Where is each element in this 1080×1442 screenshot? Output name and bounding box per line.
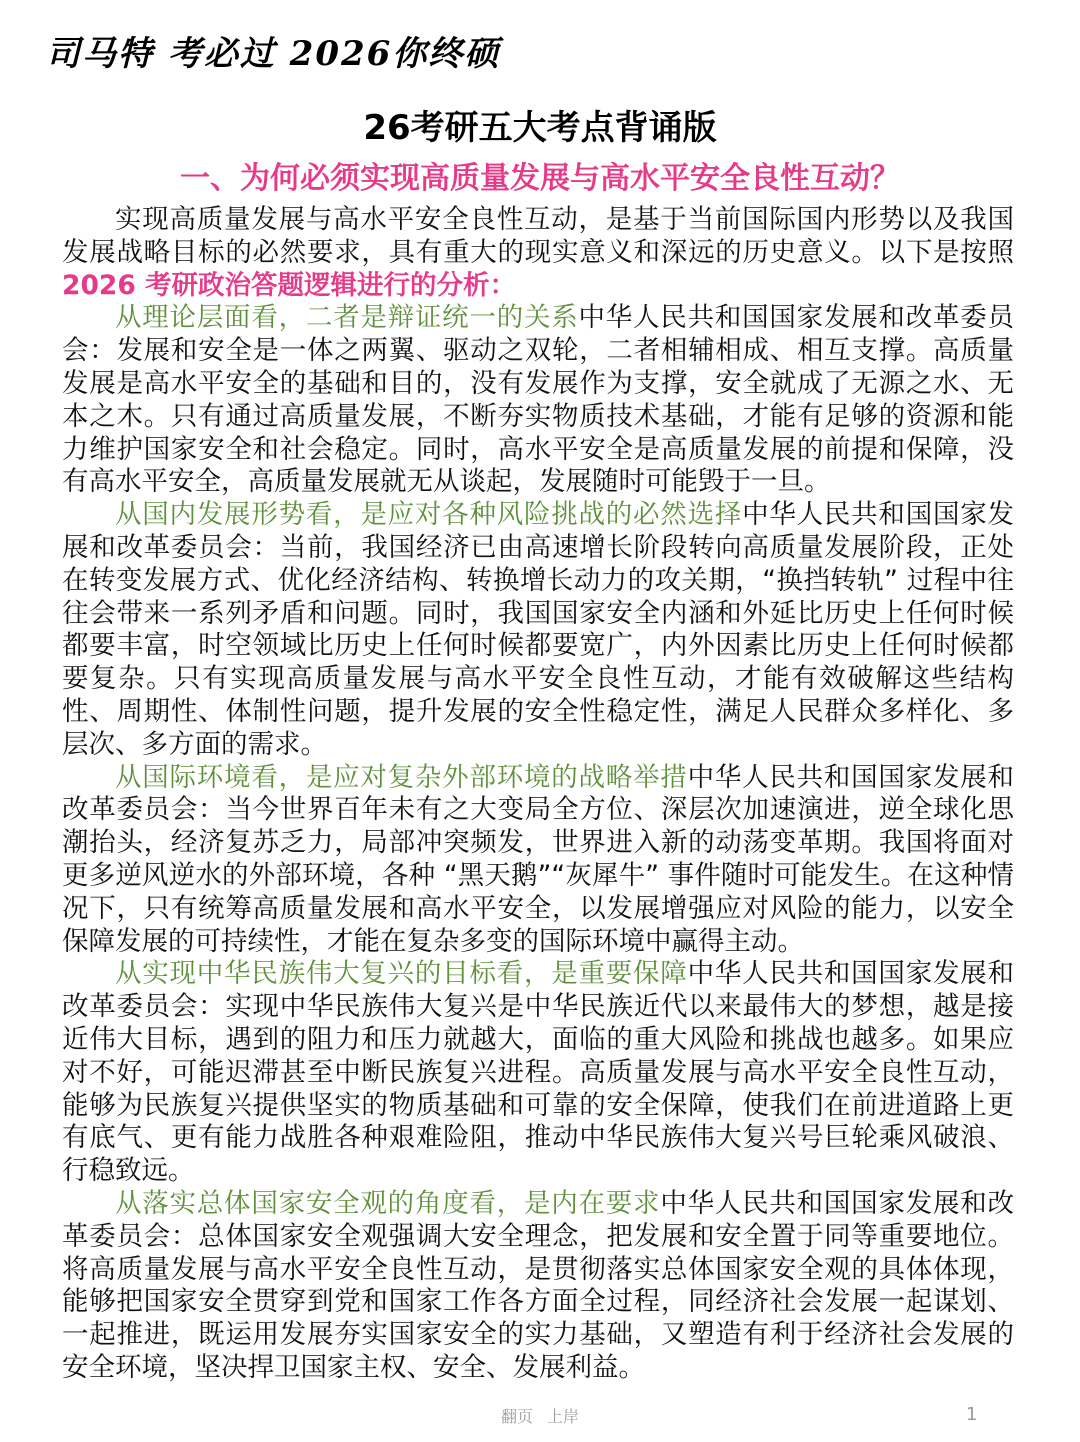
paragraph-heading: 从国际环境看，是应对复杂外部环境的战略举措: [115, 761, 688, 793]
paragraph-domestic: [62, 499, 1014, 761]
intro-text: 实现高质量发展与高水平安全良性互动，是基于当前国际国内形势以及我国发展战略目标的必然要求，具有重大的现实意义和深远的历史意义。以下是按照: [62, 204, 1014, 268]
paragraph-heading: 从落实总体国家安全观的角度看，是内在要求: [115, 1187, 661, 1219]
paragraph-heading: 从理论层面看，二者是辩证统一的关系: [115, 302, 579, 334]
paragraph-text: 中华人民共和国国家发展和改革委员会：实现中华民族伟大复兴是中华民族近代以来最伟大的梦想，越是接近伟大目标，遇到的阻力和压力就越大，面临的重大风险和挑战也越多。如果应对不好，可能迟滞甚至中断民族复兴进程。高质量发展与高水平安全良性互动，能够为民族复兴提供坚实的物质基础和可靠的安全保障，使我们在前进道路上更有底气、更有能力战胜各种艰难险阻，推动中华民族伟大复兴号巨轮乘风破浪、行稳致远。: [62, 958, 1014, 1187]
page-number: 1: [966, 1404, 978, 1425]
paragraph-heading: 从国内发展形势看，是应对各种风险挑战的必然选择: [115, 499, 743, 531]
paragraph-text: 中华人民共和国国家发展和改革委员会：总体国家安全观强调大安全理念，把发展和安全置于同等重要地位。将高质量发展与高水平安全良性互动，是贯彻落实总体国家安全观的具体体现，能够把国家安全贯穿到党和国家工作各方面全过程，同经济社会发展一起谋划、一起推进，既运用发展夯实国家安全的实力基础，又塑造有利于经济社会发展的安全环境，坚决捍卫国家主权、安全、发展利益。: [62, 1187, 1014, 1383]
footer-left-text: 翻页: [500, 1407, 533, 1426]
footer-watermark: [0, 1404, 1080, 1427]
paragraph-security-view: [62, 1188, 1014, 1385]
paragraph-text: 中华人民共和国国家发展和改革委员会：当前，我国经济已由高速增长阶段转向高质量发展阶段，正处在转变发展方式、优化经济结构、转换增长动力的攻关期，“换挡转轨” 过程中往往会带来一系列矛盾和问题。同时，我国国家安全内涵和外延比历史上任何时候都要丰富，时空领域比历史上任何时候都要宽广，内外因素比历史上任何时候都要复杂。只有实现高质量发展与高水平安全良性互动，才能有效破解这些结构性、周期性、体制性问题，提升发展的安全性稳定性，满足人民群众多样化、多层次、多方面的需求。: [62, 499, 1014, 760]
article-body: [62, 204, 1014, 1385]
paragraph-rejuvenation: [62, 958, 1014, 1188]
footer-right-text: 上岸: [547, 1407, 580, 1426]
paragraph-text: 中华人民共和国国家发展和改革委员会：发展和安全是一体之两翼、驱动之双轮，二者相辅相成、相互支撑。高质量发展是高水平安全的基础和目的，没有发展作为支撑，安全就成了无源之水、无本之木。只有通过高质量发展，不断夯实物质技术基础，才能有足够的资源和能力维护国家安全和社会稳定。同时，高水平安全是高质量发展的前提和保障，没有高水平安全，高质量发展就无从谈起，发展随时可能毁于一旦。: [62, 302, 1014, 498]
page-title: 26考研五大考点背诵版: [363, 108, 717, 148]
paragraph-heading: 从实现中华民族伟大复兴的目标看，是重要保障: [115, 958, 688, 990]
paragraph-theory: [62, 302, 1014, 499]
intro-paragraph: [62, 204, 1014, 302]
paragraph-text: 中华人民共和国国家发展和改革委员会：当今世界百年未有之大变局全方位、深层次加速演进，逆全球化思潮抬头，经济复苏乏力，局部冲突频发，世界进入新的动荡变革期。我国将面对更多逆风逆水的外部环境，各种 “黑天鹅”“灰犀牛” 事件随时可能发生。在这种情况下，只有统筹高质量发展和高水平安全，以发展增强应对风险的能力，以安全保障发展的可持续性，才能在复杂多变的国际环境中赢得主动。: [62, 761, 1014, 957]
paragraph-international: [62, 762, 1014, 959]
intro-highlight: 2026 考研政治答题逻辑进行的分析：: [62, 269, 516, 301]
section-question-title: 一、为何必须实现高质量发展与高水平安全良性互动？: [180, 161, 900, 196]
brand-header: 司马特 考必过 2026你终硕: [46, 34, 501, 74]
